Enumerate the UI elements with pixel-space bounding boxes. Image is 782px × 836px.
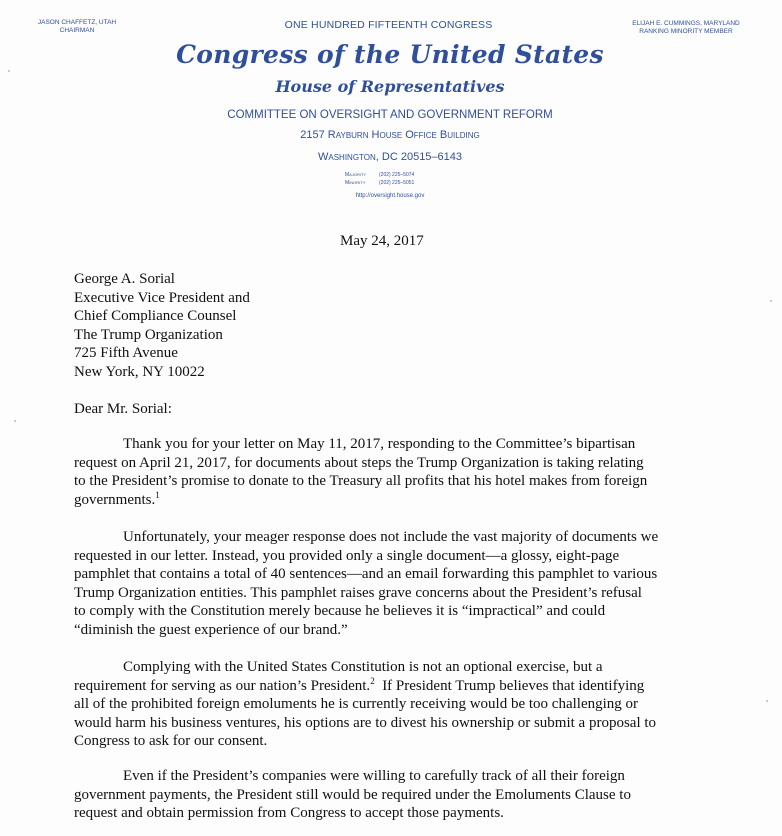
recipient-line: 725 Fifth Avenue — [74, 345, 178, 362]
paragraph-line — [74, 491, 647, 510]
paragraph-line: request and obtain permission from Congress to accept those payments. — [74, 805, 504, 821]
paragraph-4 — [74, 767, 631, 823]
letterhead-subtitle: House of Representatives — [275, 77, 505, 96]
footnote-marker-1[interactable]: 1 — [155, 489, 160, 500]
paragraph-line: Even if the President’s companies were willing to carefully track of all their foreign — [123, 768, 625, 784]
chairman-title: CHAIRMAN — [59, 27, 95, 34]
paragraph-text: requirement for serving as our nation’s President. — [74, 677, 371, 694]
paragraph-line: government payments, the President still would be required under the Emoluments Clause to — [74, 786, 631, 803]
office-address: 2157 Rayburn House Office Building — [300, 129, 480, 141]
recipient-line: New York, NY 10022 — [74, 363, 205, 380]
majority-label: Majority — [345, 172, 367, 178]
minority-phone: (202) 225–5051 — [379, 180, 415, 186]
scan-speck — [766, 700, 768, 702]
chairman-name: JASON CHAFFETZ, UTAH — [37, 19, 117, 26]
ranking-member-title: RANKING MINORITY MEMBER — [639, 28, 733, 35]
paragraph-line — [74, 677, 656, 696]
paragraph-line: pamphlet that contains a total of 40 sentences—and an email forwarding this pamphlet to various — [74, 566, 658, 582]
paragraph-line: Thank you for your letter on May 11, 2017, responding to the Committee’s bipartisan — [123, 436, 636, 452]
letterhead-title: Congress of the United States — [176, 40, 604, 69]
paragraph-text: If President Trump believes that identifying — [374, 677, 645, 694]
chairman-block — [22, 19, 132, 35]
ranking-member-block — [612, 20, 760, 36]
paragraph-line: request on April 21, 2017, for documents about steps the Trump Organization is taking relating — [74, 454, 644, 471]
paragraph-line: Congress to ask for our consent. — [74, 733, 268, 749]
paragraph-line: to the President’s promise to donate to the Treasury all profits that his hotel makes from foreign — [74, 473, 648, 489]
paragraph-line: Trump Organization entities. This pamphlet raises grave concerns about the President’s refusal — [74, 584, 642, 601]
recipient-address — [74, 270, 250, 382]
recipient-line: The Trump Organization — [74, 326, 223, 343]
paragraph-line: Unfortunately, your meager response does not include the vast majority of documents we — [123, 529, 659, 545]
paragraph-text: governments. — [74, 491, 156, 508]
scan-speck — [770, 300, 772, 302]
website-link[interactable]: http://oversight.house.gov — [355, 193, 425, 199]
minority-label: Minority — [345, 180, 366, 186]
office-city: Washington, DC 20515–6143 — [317, 151, 463, 163]
paragraph-line: Complying with the United States Constitution is not an optional exercise, but a — [123, 659, 603, 675]
recipient-line: George A. Sorial — [74, 271, 175, 287]
scan-speck — [8, 70, 10, 72]
paragraph-line: “diminish the guest experience of our brand.” — [74, 621, 348, 638]
paragraph-line: requested in our letter. Instead, you provided only a single document—a glossy, eight-page — [74, 547, 620, 564]
paragraph-line: to comply with the Constitution merely because he believes it is “impractical” and could — [74, 603, 606, 619]
recipient-line: Executive Vice President and — [74, 289, 250, 306]
paragraph-3 — [74, 658, 656, 751]
recipient-line: Chief Compliance Counsel — [74, 308, 237, 325]
minority-phone-line — [345, 180, 414, 186]
majority-phone: (202) 225–5074 — [379, 172, 415, 178]
congress-number: ONE HUNDRED FIFTEENTH CONGRESS — [284, 19, 493, 31]
scan-speck — [14, 420, 16, 422]
salutation: Dear Mr. Sorial: — [74, 401, 172, 417]
letter-date: May 24, 2017 — [340, 233, 424, 249]
committee-name: COMMITTEE ON OVERSIGHT AND GOVERNMENT REFORM — [227, 109, 553, 121]
footnote-marker-2[interactable]: 2 — [370, 675, 375, 686]
ranking-member-name: ELIJAH E. CUMMINGS, MARYLAND — [632, 20, 740, 27]
paragraph-line: all of the prohibited foreign emoluments he is currently receiving would be too challenging or — [74, 696, 639, 712]
majority-phone-line — [345, 172, 414, 178]
paragraph-2 — [74, 528, 658, 639]
paragraph-line: would harm his business ventures, his options are to divest his ownership or submit a proposal to — [74, 714, 657, 731]
paragraph-1 — [74, 435, 647, 509]
